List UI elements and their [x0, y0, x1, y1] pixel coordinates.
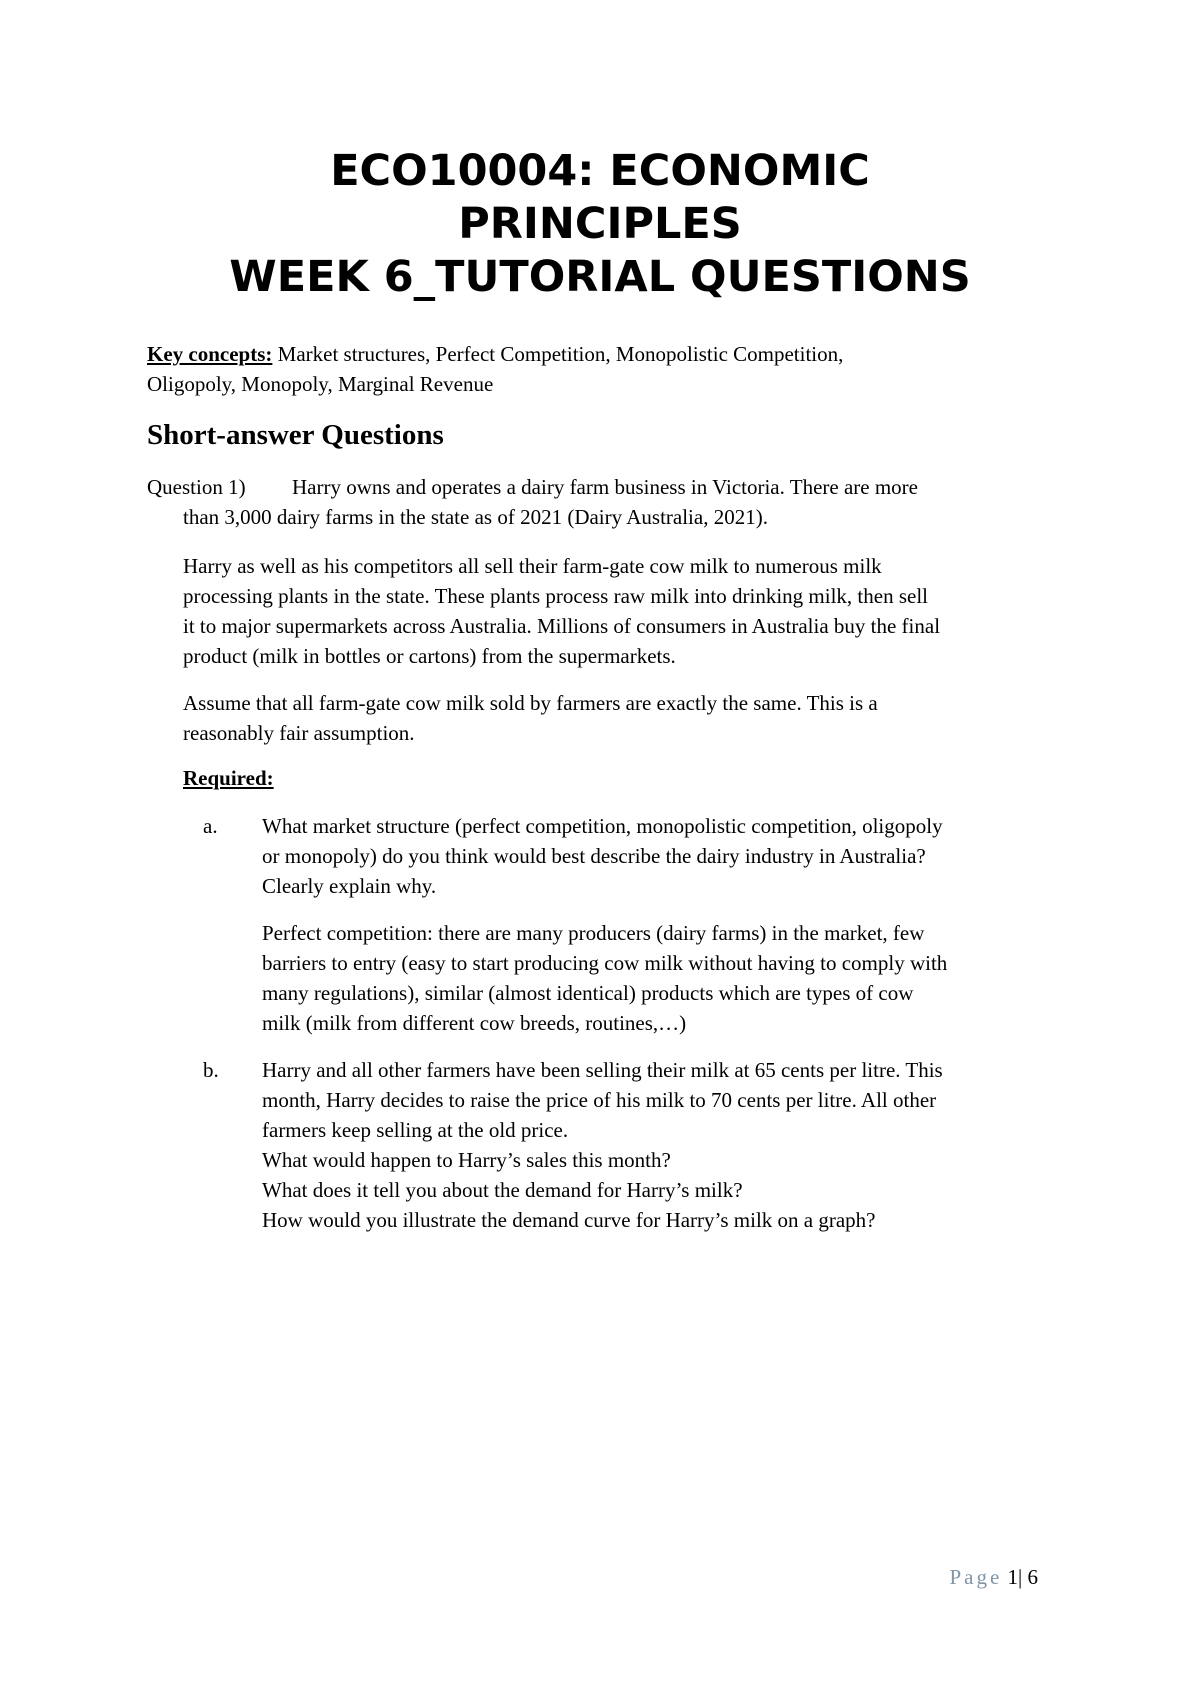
- paragraph-line: reasonably fair assumption.: [183, 721, 415, 745]
- document-title: [0, 145, 1200, 304]
- item-line: How would you illustrate the demand curve for Harry’s milk on a graph?: [262, 1208, 876, 1232]
- item-line: farmers keep selling at the old price.: [262, 1118, 569, 1142]
- title-line-3: WEEK 6_TUTORIAL QUESTIONS: [229, 252, 971, 302]
- question-1-paragraph-3: [183, 688, 1073, 748]
- item-line: Harry and all other farmers have been selling their milk at 65 cents per litre. This: [262, 1058, 943, 1082]
- page-number: 1: [1007, 1565, 1019, 1589]
- section-heading: Short-answer Questions: [147, 419, 444, 451]
- answer-line: milk (milk from different cow breeds, routines,…): [262, 1011, 687, 1035]
- page-footer: [949, 1563, 1038, 1591]
- item-line: or monopoly) do you think would best describe the dairy industry in Australia?: [262, 844, 926, 868]
- key-concepts-line-2: Oligopoly, Monopoly, Marginal Revenue: [147, 372, 494, 396]
- title-line-1: ECO10004: ECONOMIC: [330, 146, 870, 196]
- item-line: What does it tell you about the demand for Harry’s milk?: [262, 1178, 743, 1202]
- question-1-line-2: than 3,000 dairy farms in the state as of 2021 (Dairy Australia, 2021).: [183, 505, 768, 529]
- total-pages: 6: [1027, 1565, 1038, 1589]
- item-line: Clearly explain why.: [262, 874, 437, 898]
- item-line: What would happen to Harry’s sales this month?: [262, 1148, 671, 1172]
- item-line: month, Harry decides to raise the price of his milk to 70 cents per litre. All other: [262, 1088, 937, 1112]
- paragraph-line: processing plants in the state. These plants process raw milk into drinking milk, then sell: [183, 584, 928, 608]
- paragraph-line: it to major supermarkets across Australia. Millions of consumers in Australia buy the final: [183, 614, 941, 638]
- answer-line: Perfect competition: there are many producers (dairy farms) in the market, few: [262, 921, 925, 945]
- question-1-paragraph-2: [183, 551, 1073, 671]
- item-letter: a.: [203, 814, 218, 838]
- item-letter: b.: [203, 1058, 219, 1082]
- paragraph-line: Harry as well as his competitors all sell their farm-gate cow milk to numerous milk: [183, 554, 882, 578]
- paragraph-line: product (milk in bottles or cartons) from the supermarkets.: [183, 644, 676, 668]
- question-1-intro: [147, 472, 1067, 532]
- answer-line: barriers to entry (easy to start producing cow milk without having to comply with: [262, 951, 948, 975]
- question-1-line-1: Harry owns and operates a dairy farm business in Victoria. There are more: [292, 475, 918, 499]
- key-concepts-line-1: Market structures, Perfect Competition, Monopolistic Competition,: [272, 342, 844, 366]
- key-concepts-label: Key concepts:: [147, 342, 273, 366]
- title-line-2: PRINCIPLES: [458, 199, 742, 249]
- required-label: Required:: [183, 766, 274, 790]
- question-item-b: [203, 1055, 1083, 1235]
- item-line: What market structure (perfect competition, monopolistic competition, oligopoly: [262, 814, 943, 838]
- page-separator: |: [1018, 1565, 1023, 1589]
- paragraph-line: Assume that all farm-gate cow milk sold by farmers are exactly the same. This is a: [183, 691, 878, 715]
- question-item-a: [203, 811, 1083, 901]
- question-1-label: Question 1): [147, 475, 246, 499]
- item-a-answer: [262, 918, 1082, 1038]
- answer-line: many regulations), similar (almost identical) products which are types of cow: [262, 981, 914, 1005]
- page-word: Page: [949, 1565, 1003, 1589]
- key-concepts: [147, 339, 1067, 399]
